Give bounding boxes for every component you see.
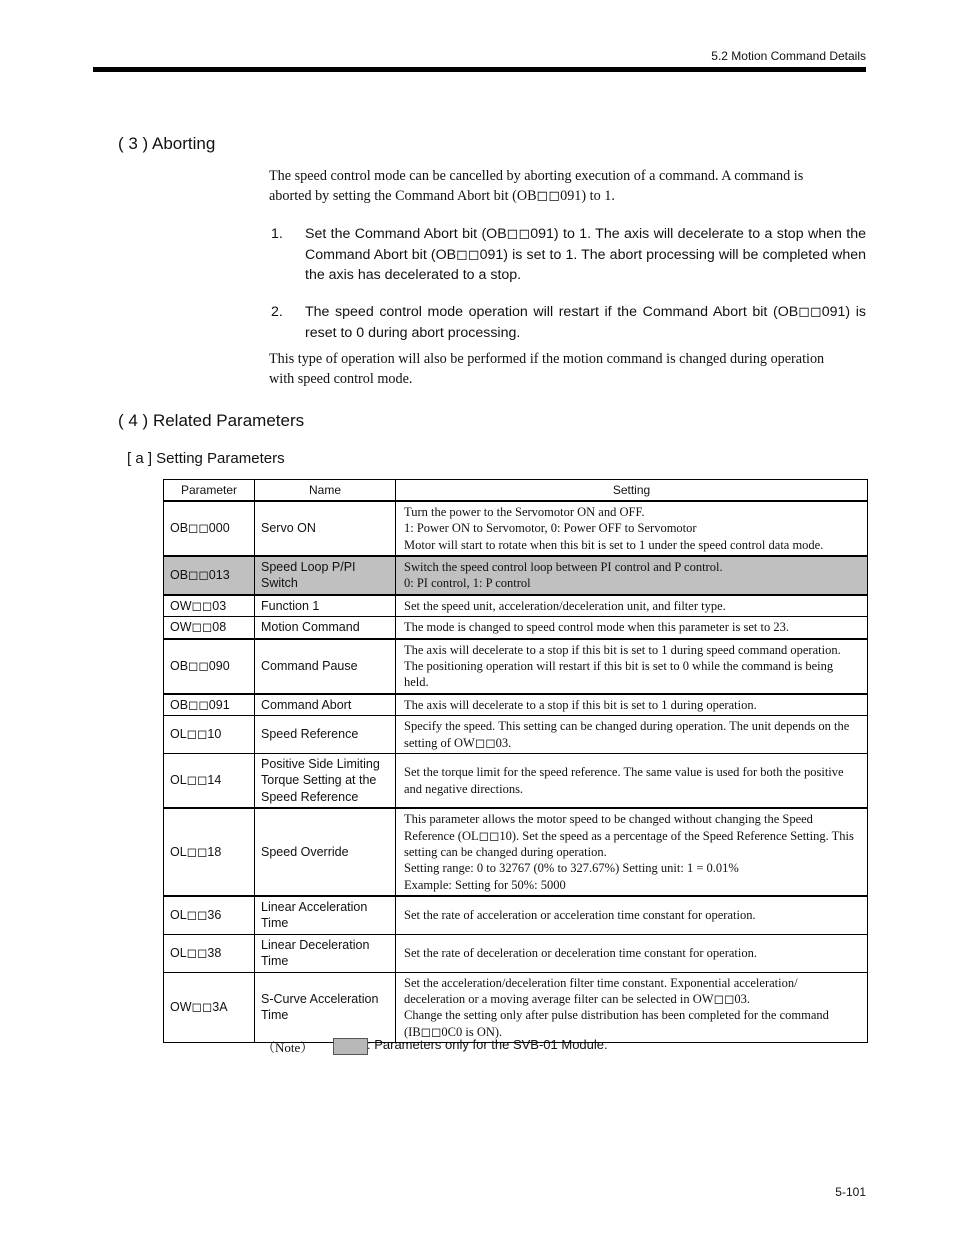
setting-cell bbox=[396, 716, 868, 754]
setting-line: The axis will decelerate to a stop if this bit is set to 1 during operation. bbox=[404, 697, 757, 712]
shaded-legend-swatch bbox=[333, 1038, 368, 1055]
abort-step-1 bbox=[271, 224, 866, 286]
name-cell: Speed Reference bbox=[255, 716, 396, 754]
name-cell: Function 1 bbox=[255, 595, 396, 617]
param-cell: OW◻◻3A bbox=[164, 972, 255, 1042]
column-header-setting: Setting bbox=[396, 480, 868, 502]
aborting-intro bbox=[269, 166, 859, 206]
step-text: The speed control mode operation will restart if the Command Abort bit (OB◻◻091) is reset to 0 during abort processing. bbox=[305, 304, 866, 341]
setting-line: Set the rate of acceleration or acceleration time constant for operation. bbox=[404, 908, 756, 923]
running-header: 5.2 Motion Command Details bbox=[711, 49, 866, 63]
name-cell: Positive Side Limiting Torque Setting at the Speed Reference bbox=[255, 753, 396, 808]
setting-cell bbox=[396, 694, 868, 716]
param-cell: OW◻◻03 bbox=[164, 595, 255, 617]
aborting-outro-line: with speed control mode. bbox=[269, 371, 413, 387]
name-cell: Servo ON bbox=[255, 501, 396, 556]
column-header-parameter: Parameter bbox=[164, 480, 255, 502]
aborting-outro-line: This type of operation will also be performed if the motion command is changed during operation bbox=[269, 351, 825, 367]
aborting-intro-line: aborted by setting the Command Abort bit (OB◻◻091) to 1. bbox=[269, 188, 615, 204]
name-cell: Motion Command bbox=[255, 617, 396, 639]
table-row bbox=[164, 753, 868, 808]
table-row bbox=[164, 694, 868, 716]
param-cell: OL◻◻18 bbox=[164, 808, 255, 895]
section-heading-related-parameters: ( 4 ) Related Parameters bbox=[118, 411, 305, 430]
table-row bbox=[164, 595, 868, 617]
setting-line: This parameter allows the motor speed to be changed without changing the Speed Reference (OL◻◻10). Set the speed as a percentage of the Speed Reference Setting. This setting can be changed during operation. bbox=[404, 812, 854, 859]
param-cell: OW◻◻08 bbox=[164, 617, 255, 639]
setting-line: Turn the power to the Servomotor ON and OFF. bbox=[404, 505, 645, 519]
setting-line: Change the setting only after pulse distribution has been completed for the command (IB◻◻0C0 is ON). bbox=[404, 1008, 829, 1039]
table-row bbox=[164, 617, 868, 639]
subsection-heading-setting-parameters: [ a ] Setting Parameters bbox=[127, 450, 285, 467]
setting-parameters-table bbox=[163, 479, 868, 1043]
param-cell: OB◻◻091 bbox=[164, 694, 255, 716]
setting-cell bbox=[396, 934, 868, 972]
table-header-row bbox=[164, 480, 868, 502]
setting-cell bbox=[396, 808, 868, 895]
name-cell: Linear Deceleration Time bbox=[255, 934, 396, 972]
table-row bbox=[164, 896, 868, 935]
name-cell: Command Abort bbox=[255, 694, 396, 716]
setting-line: Set the rate of deceleration or deceleration time constant for operation. bbox=[404, 946, 757, 961]
setting-line: Set the speed unit, acceleration/deceleration unit, and filter type. bbox=[404, 598, 726, 613]
param-cell: OL◻◻36 bbox=[164, 896, 255, 935]
setting-line: Switch the speed control loop between PI control and P control. bbox=[404, 560, 723, 575]
table-row bbox=[164, 972, 868, 1042]
param-cell: OL◻◻38 bbox=[164, 934, 255, 972]
setting-cell bbox=[396, 972, 868, 1042]
setting-line: The axis will decelerate to a stop if this bit is set to 1 during speed command operation. The positioning operation will restart if this bit is set to 0 while the command is being held. bbox=[404, 642, 841, 690]
setting-line: Example: Setting for 50%: 5000 bbox=[404, 877, 566, 892]
setting-line: The mode is changed to speed control mode when this parameter is set to 23. bbox=[404, 620, 789, 635]
table-row bbox=[164, 501, 868, 556]
header-rule bbox=[93, 67, 866, 72]
setting-cell bbox=[396, 595, 868, 617]
name-cell: Speed Loop P/PI Switch bbox=[255, 556, 396, 595]
setting-line: 1: Power ON to Servomotor, 0: Power OFF to Servomotor bbox=[404, 521, 697, 536]
setting-cell bbox=[396, 501, 868, 556]
aborting-intro-line: The speed control mode can be cancelled by aborting execution of a command. A command is bbox=[269, 168, 804, 184]
setting-line: Motor will start to rotate when this bit is set to 1 under the speed control data mode. bbox=[404, 537, 824, 552]
param-cell: OL◻◻10 bbox=[164, 716, 255, 754]
table-row bbox=[164, 808, 868, 895]
param-cell: OB◻◻000 bbox=[164, 501, 255, 556]
step-number: 2. bbox=[271, 304, 283, 320]
section-heading-aborting: ( 3 ) Aborting bbox=[118, 134, 216, 153]
note-label: （Note） bbox=[262, 1040, 314, 1055]
name-cell: Linear Acceleration Time bbox=[255, 896, 396, 935]
setting-line: 0: PI control, 1: P control bbox=[404, 576, 531, 591]
setting-cell bbox=[396, 556, 868, 595]
step-number: 1. bbox=[271, 226, 283, 242]
note-text: : Parameters only for the SVB-01 Module. bbox=[367, 1037, 608, 1052]
column-header-name: Name bbox=[255, 480, 396, 502]
abort-step-2 bbox=[271, 302, 866, 343]
table-row bbox=[164, 556, 868, 595]
setting-cell bbox=[396, 639, 868, 694]
setting-line: Setting range: 0 to 32767 (0% to 327.67%) Setting unit: 1 = 0.01% bbox=[404, 861, 739, 876]
table-row bbox=[164, 716, 868, 754]
param-cell: OL◻◻14 bbox=[164, 753, 255, 808]
name-cell: S-Curve Acceleration Time bbox=[255, 972, 396, 1042]
setting-line: Specify the speed. This setting can be changed during operation. The unit depends on the setting of OW◻◻03. bbox=[404, 719, 850, 750]
name-cell: Speed Override bbox=[255, 808, 396, 895]
setting-line: Set the torque limit for the speed reference. The same value is used for both the positive and negative directions. bbox=[404, 765, 844, 796]
table-row bbox=[164, 934, 868, 972]
setting-line: Set the acceleration/deceleration filter time constant. Exponential acceleration/ deceleration or a moving average filter can be selected in OW◻◻03. bbox=[404, 975, 798, 1007]
setting-cell bbox=[396, 896, 868, 935]
setting-cell bbox=[396, 617, 868, 639]
param-cell: OB◻◻090 bbox=[164, 639, 255, 694]
aborting-outro bbox=[269, 349, 859, 389]
setting-cell bbox=[396, 753, 868, 808]
page-number: 5-101 bbox=[835, 1185, 866, 1199]
name-cell: Command Pause bbox=[255, 639, 396, 694]
param-cell: OB◻◻013 bbox=[164, 556, 255, 595]
step-text: Set the Command Abort bit (OB◻◻091) to 1. The axis will decelerate to a stop when the Command Abort bit (OB◻◻091) is set to 1. The abort processing will be completed when the axis has decelerated to a stop. bbox=[305, 226, 866, 283]
table-row bbox=[164, 639, 868, 694]
